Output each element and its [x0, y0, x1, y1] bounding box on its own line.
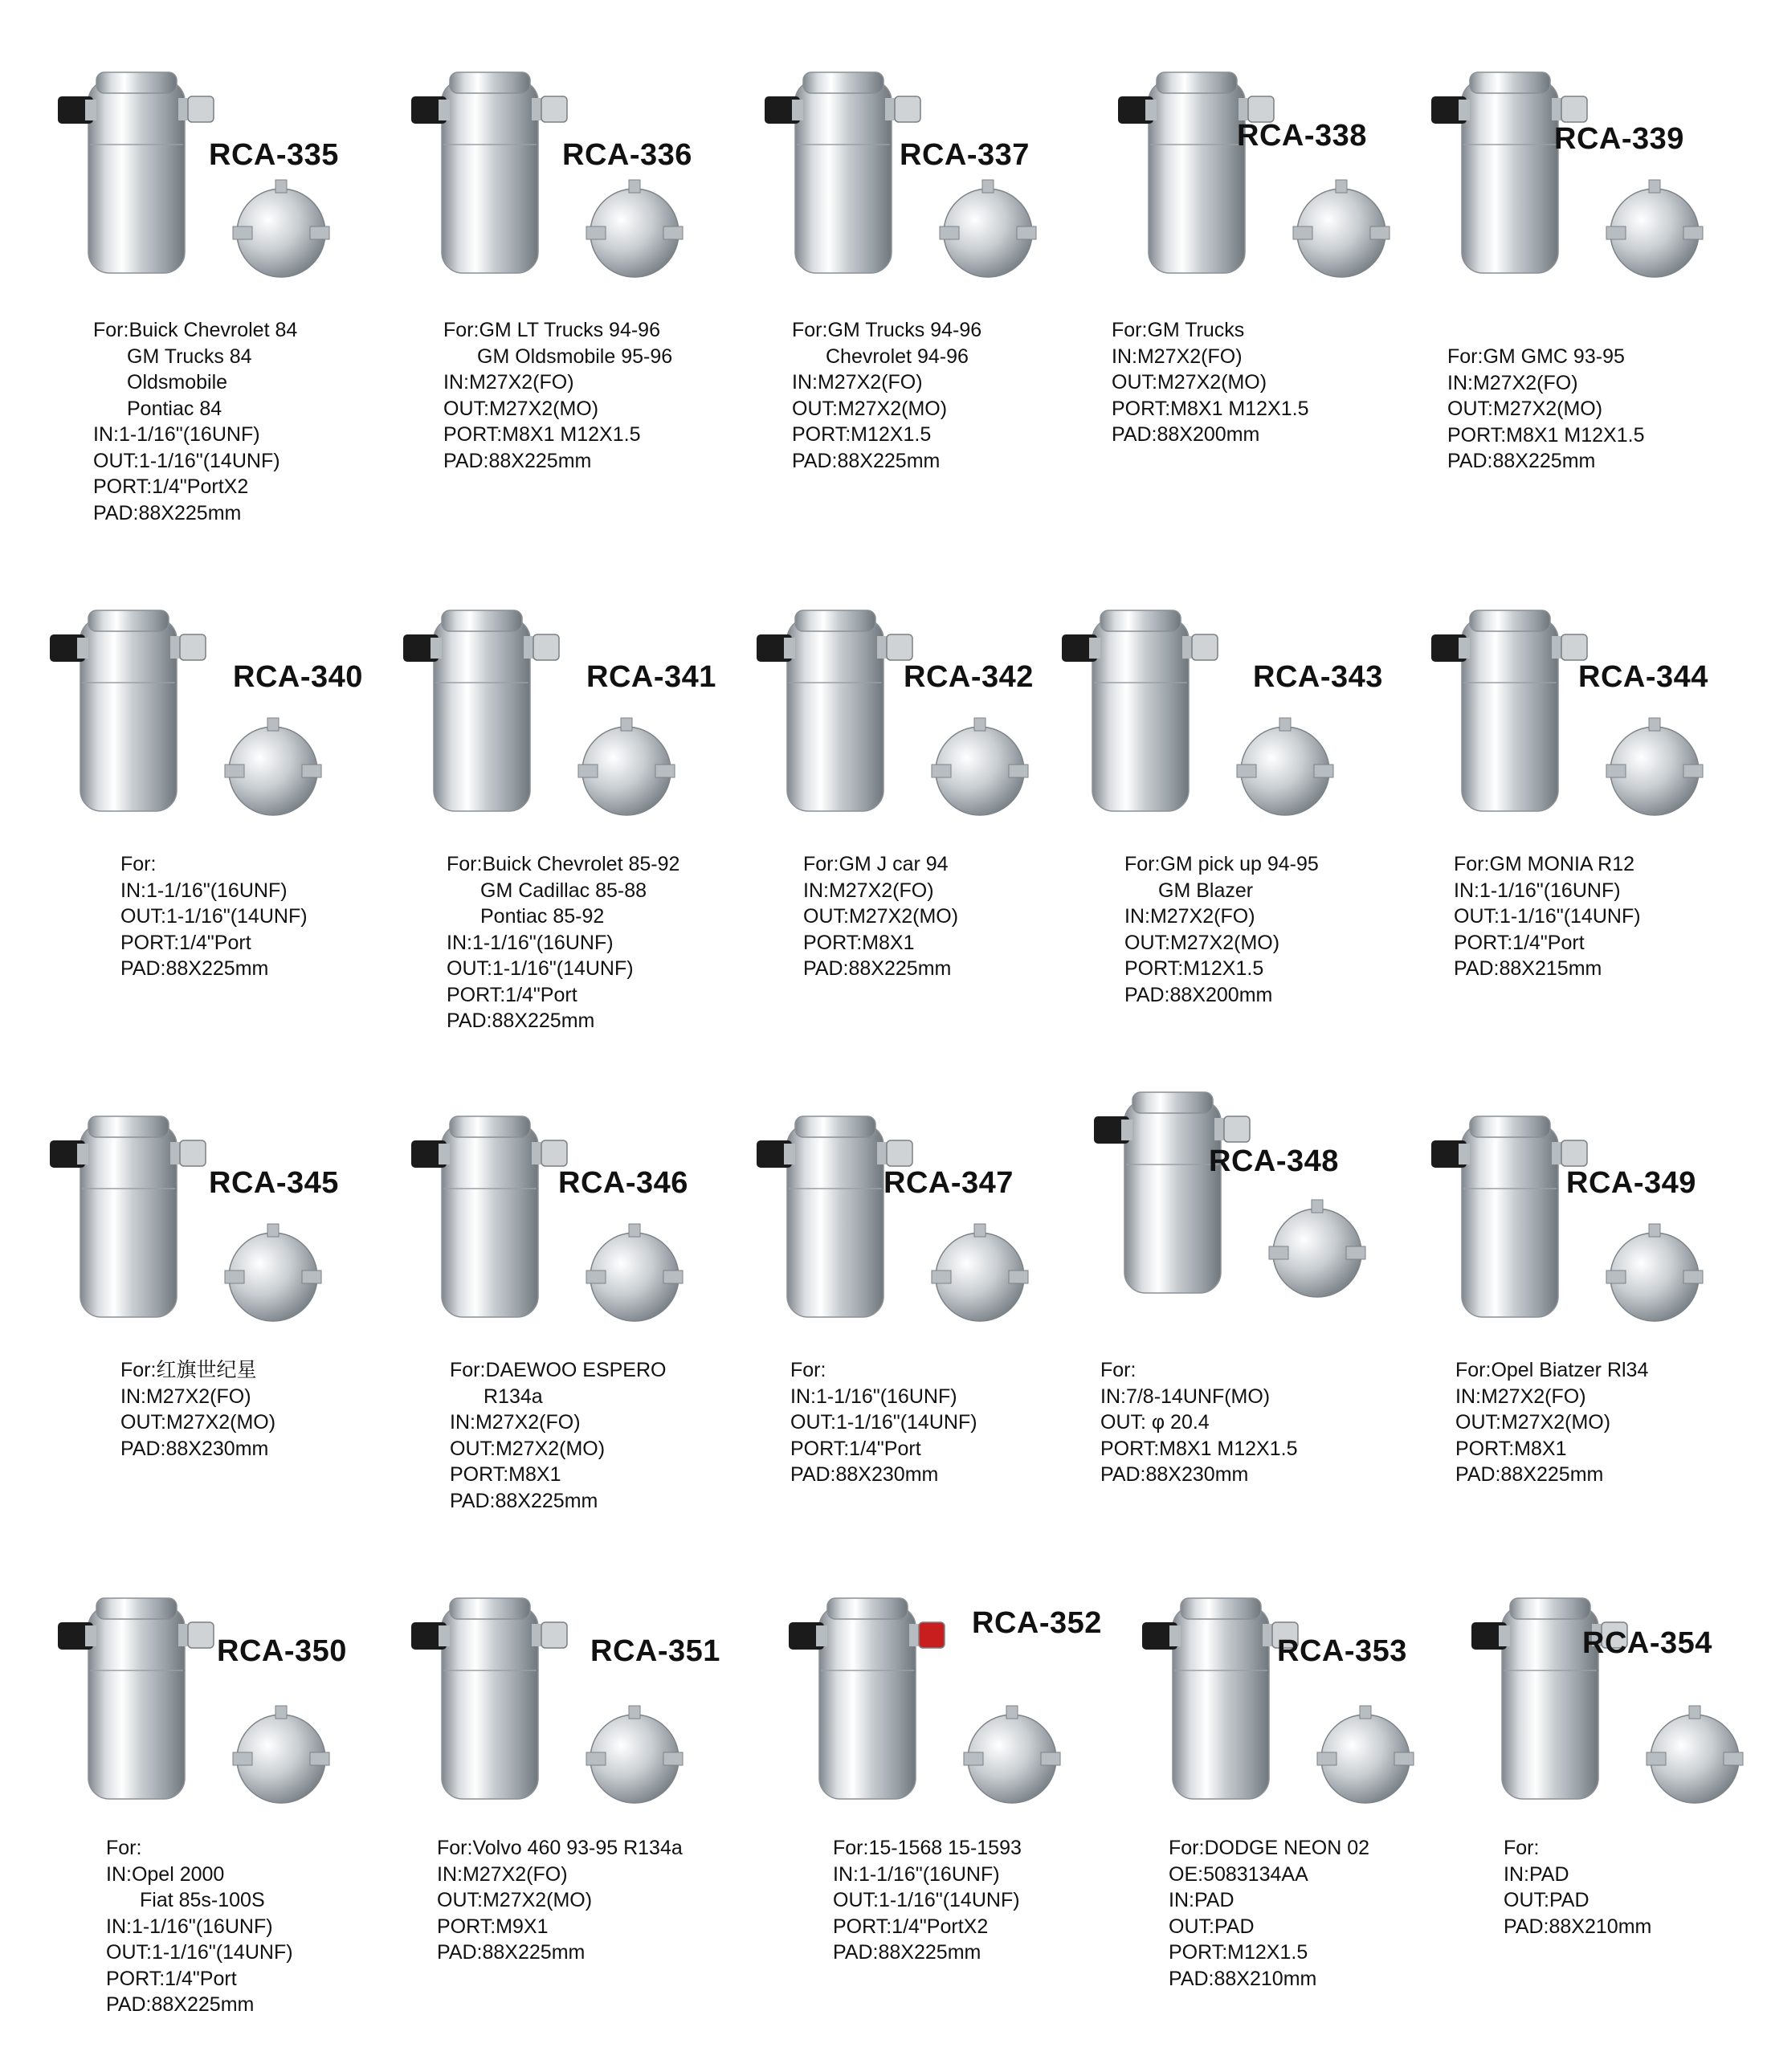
spec-line: For:15-1568 15-1593 — [833, 1837, 1022, 1859]
product-card — [1100, 48, 1454, 546]
outlet-fitting — [885, 96, 920, 122]
spec-line: IN:M27X2(FO) — [443, 371, 574, 394]
spec-line: PAD:88X210mm — [1504, 1915, 1652, 1938]
receiver-drier-image — [1100, 48, 1454, 313]
spec-line: R134a — [484, 1385, 543, 1408]
inlet-fitting — [1471, 1622, 1510, 1650]
outlet-fitting — [178, 96, 214, 122]
inlet-fitting — [789, 1622, 827, 1650]
receiver-drier-image — [386, 586, 739, 851]
spec-line: PORT:M8X1 — [1455, 1437, 1567, 1460]
spec-line: PORT:M8X1 — [803, 931, 915, 954]
spec-line: IN:1-1/16"(16UNF) — [790, 1385, 957, 1408]
product-code: RCA-347 — [884, 1166, 1014, 1200]
inlet-fitting — [50, 1140, 88, 1168]
spec-line: Pontiac 84 — [127, 397, 222, 420]
spec-line: GM Blazer — [1158, 879, 1254, 902]
spec-line: IN:M27X2(FO) — [792, 371, 923, 394]
spec-line: PAD:88X225mm — [792, 449, 941, 472]
outlet-fitting — [877, 1140, 912, 1166]
spec-line: IN:M27X2(FO) — [1447, 371, 1578, 394]
spec-line: PAD:88X225mm — [450, 1489, 598, 1512]
spec-list — [120, 851, 308, 982]
spec-line: Oldsmobile — [127, 371, 228, 394]
spec-line: IN:M27X2(FO) — [450, 1411, 581, 1434]
product-card — [386, 586, 739, 1084]
outlet-fitting — [1552, 634, 1587, 660]
spec-line: OUT:M27X2(MO) — [450, 1437, 606, 1460]
spec-line: OUT:1-1/16"(14UNF) — [106, 1941, 293, 1964]
product-code: RCA-343 — [1253, 660, 1383, 694]
spec-line: For:GM MONIA R12 — [1454, 853, 1635, 875]
product-card — [1414, 1092, 1767, 1590]
product-code: RCA-345 — [209, 1166, 339, 1200]
product-card — [32, 1092, 386, 1590]
spec-line: OUT:1-1/16"(14UNF) — [93, 449, 280, 472]
outlet-fitting — [877, 634, 912, 660]
inlet-fitting — [1062, 634, 1100, 662]
drier-cylinder — [442, 1116, 538, 1317]
receiver-drier-image — [32, 1092, 386, 1357]
spec-line: PAD:88X210mm — [1169, 1967, 1317, 1990]
outlet-fitting — [170, 634, 206, 660]
top-view-disc — [225, 1224, 321, 1321]
outlet-fitting — [1214, 1116, 1250, 1142]
inlet-fitting — [765, 96, 803, 124]
spec-line: OE:5083134AA — [1169, 1862, 1308, 1886]
drier-cylinder — [1149, 72, 1245, 273]
spec-line: PAD:88X225mm — [120, 957, 269, 980]
spec-line: PAD:88X225mm — [106, 1993, 255, 2016]
spec-line: OUT:M27X2(MO) — [1124, 931, 1280, 954]
spec-line: PORT:1/4"Port — [120, 931, 251, 954]
spec-line: OUT:M27X2(MO) — [437, 1889, 593, 1911]
receiver-drier-image — [1076, 1068, 1430, 1333]
spec-line: For:DODGE NEON 02 — [1169, 1837, 1370, 1859]
drier-cylinder — [819, 1598, 916, 1799]
spec-line: IN:1-1/16"(16UNF) — [106, 1915, 273, 1938]
top-view-disc — [1606, 718, 1703, 815]
spec-line: For: — [120, 853, 157, 875]
inlet-fitting — [58, 1622, 96, 1650]
product-card — [747, 48, 1100, 546]
spec-line: GM Oldsmobile 95-96 — [477, 345, 673, 368]
top-view-disc — [964, 1706, 1060, 1803]
spec-line: PORT:M8X1 M12X1.5 — [1447, 423, 1645, 447]
spec-line: PORT:1/4"Port — [106, 1967, 237, 1990]
top-view-disc — [578, 718, 675, 815]
product-card — [739, 1092, 1092, 1590]
spec-line: PAD:88X225mm — [443, 449, 592, 472]
spec-list — [450, 1357, 666, 1514]
spec-line: PORT:1/4"PortX2 — [833, 1915, 989, 1938]
inlet-fitting — [1431, 1140, 1470, 1168]
spec-line: OUT:M27X2(MO) — [1112, 371, 1267, 394]
spec-line: OUT:M27X2(MO) — [1455, 1411, 1611, 1434]
spec-line: PORT:M12X1.5 — [1124, 957, 1264, 980]
spec-line: IN:1-1/16"(16UNF) — [1454, 879, 1621, 902]
spec-list — [1169, 1835, 1369, 1992]
drier-cylinder — [1462, 72, 1558, 273]
inlet-fitting — [411, 96, 450, 124]
product-card — [1454, 1574, 1767, 2072]
spec-line: For:Buick Chevrolet 85-92 — [447, 853, 680, 875]
receiver-drier-image — [739, 1092, 1092, 1357]
product-code: RCA-339 — [1554, 122, 1684, 156]
spec-line: For:Volvo 460 93-95 R134a — [437, 1837, 683, 1859]
spec-line: Pontiac 85-92 — [480, 905, 605, 928]
spec-line: IN:M27X2(FO) — [1112, 345, 1243, 368]
spec-line: IN:Opel 2000 — [106, 1862, 225, 1886]
spec-line: IN:1-1/16"(16UNF) — [93, 423, 260, 446]
spec-list — [93, 317, 297, 526]
drier-cylinder — [1092, 610, 1189, 811]
spec-line: IN:M27X2(FO) — [120, 1385, 251, 1408]
receiver-drier-image — [1414, 1092, 1767, 1357]
spec-line: OUT:1-1/16"(14UNF) — [1454, 905, 1641, 928]
inlet-fitting — [1142, 1622, 1181, 1650]
drier-cylinder — [88, 72, 185, 273]
spec-line: PAD:88X200mm — [1112, 423, 1260, 446]
product-code: RCA-351 — [590, 1634, 720, 1668]
product-card — [40, 1574, 394, 2072]
spec-line: PORT:M8X1 M12X1.5 — [1100, 1437, 1298, 1460]
product-code: RCA-354 — [1582, 1626, 1712, 1660]
receiver-drier-image — [747, 48, 1100, 313]
spec-line: PORT:M12X1.5 — [792, 423, 932, 446]
drier-cylinder — [80, 1116, 177, 1317]
inlet-fitting — [58, 96, 96, 124]
inlet-fitting — [411, 1622, 450, 1650]
spec-line: IN:PAD — [1169, 1889, 1234, 1911]
product-code: RCA-350 — [217, 1634, 347, 1668]
spec-line: For:DAEWOO ESPERO — [450, 1359, 667, 1381]
top-view-disc — [1293, 180, 1390, 277]
spec-line: For:GM Trucks — [1112, 319, 1245, 341]
product-code: RCA-337 — [900, 138, 1030, 172]
inlet-fitting — [411, 1140, 450, 1168]
outlet-fitting — [178, 1622, 214, 1648]
drier-cylinder — [442, 72, 538, 273]
spec-line: PAD:88X225mm — [1455, 1463, 1604, 1486]
spec-line: PORT:M9X1 — [437, 1915, 549, 1938]
top-view-disc — [932, 1224, 1028, 1321]
top-view-disc — [586, 180, 683, 277]
spec-line: OUT:1-1/16"(14UNF) — [447, 957, 634, 980]
drier-cylinder — [1124, 1092, 1221, 1293]
spec-line: For: — [790, 1359, 826, 1381]
receiver-drier-image — [32, 586, 386, 851]
outlet-fitting — [532, 1622, 567, 1648]
product-card — [394, 1092, 747, 1590]
receiver-drier-image — [739, 586, 1092, 851]
outlet-fitting — [1552, 96, 1587, 122]
product-code: RCA-349 — [1566, 1166, 1696, 1200]
outlet-fitting — [170, 1140, 206, 1166]
top-view-disc — [233, 180, 329, 277]
spec-line: For:Opel Biatzer Rl34 — [1455, 1359, 1649, 1381]
receiver-drier-image — [394, 1574, 747, 1839]
outlet-fitting — [524, 634, 559, 660]
product-code: RCA-344 — [1578, 660, 1708, 694]
spec-list — [803, 851, 958, 982]
spec-line: PORT:1/4"PortX2 — [93, 475, 249, 498]
product-card — [1124, 1574, 1478, 2072]
spec-line: PAD:88X225mm — [833, 1941, 981, 1964]
spec-line: For: — [106, 1837, 142, 1859]
spec-line: IN:7/8-14UNF(MO) — [1100, 1385, 1271, 1408]
spec-line: IN:M27X2(FO) — [437, 1862, 568, 1886]
drier-cylinder — [787, 1116, 884, 1317]
top-view-disc — [586, 1224, 683, 1321]
spec-line: IN:1-1/16"(16UNF) — [833, 1862, 1000, 1886]
spec-line: For:GM J car 94 — [803, 853, 949, 875]
spec-line: For:GM Trucks 94-96 — [792, 319, 982, 341]
spec-list — [790, 1357, 977, 1488]
spec-list — [1112, 317, 1308, 448]
drier-cylinder — [1173, 1598, 1269, 1799]
spec-list — [1124, 851, 1319, 1008]
outlet-fitting — [532, 96, 567, 122]
inlet-fitting — [1094, 1116, 1132, 1144]
outlet-fitting — [1552, 1140, 1587, 1166]
spec-line: PORT:1/4"Port — [1454, 931, 1585, 954]
top-view-disc — [1647, 1706, 1743, 1803]
receiver-drier-image — [1044, 586, 1398, 851]
inlet-fitting — [1431, 634, 1470, 662]
receiver-drier-image — [1454, 1574, 1767, 1839]
spec-line: PAD:88X225mm — [93, 501, 242, 524]
product-code: RCA-352 — [972, 1606, 1102, 1640]
drier-cylinder — [88, 1598, 185, 1799]
spec-line: For:GM GMC 93-95 — [1447, 345, 1625, 368]
spec-line: IN:M27X2(FO) — [1455, 1385, 1586, 1408]
top-view-disc — [1237, 718, 1333, 815]
product-code: RCA-346 — [558, 1166, 688, 1200]
top-view-disc — [1317, 1706, 1414, 1803]
spec-line: PAD:88X225mm — [803, 957, 952, 980]
receiver-drier-image — [1124, 1574, 1478, 1839]
spec-list — [443, 317, 672, 474]
product-code: RCA-338 — [1237, 119, 1367, 153]
spec-line: PAD:88X225mm — [447, 1009, 595, 1032]
spec-list — [1454, 851, 1641, 982]
drier-cylinder — [1462, 610, 1558, 811]
spec-line: OUT:M27X2(MO) — [803, 905, 959, 928]
spec-list — [437, 1835, 683, 1966]
spec-line: OUT:M27X2(MO) — [120, 1411, 276, 1434]
product-card — [394, 48, 747, 546]
product-code: RCA-342 — [904, 660, 1034, 694]
top-view-disc — [932, 718, 1028, 815]
spec-list — [120, 1357, 275, 1462]
drier-cylinder — [795, 72, 892, 273]
spec-line: PAD:88X200mm — [1124, 983, 1273, 1006]
inlet-fitting — [1118, 96, 1157, 124]
spec-line: PORT:M12X1.5 — [1169, 1941, 1308, 1964]
spec-line: IN:PAD — [1504, 1862, 1569, 1886]
outlet-fitting — [1182, 634, 1218, 660]
receiver-drier-image — [394, 48, 747, 313]
spec-line: OUT:PAD — [1504, 1889, 1589, 1911]
spec-line: PAD:88X230mm — [1100, 1463, 1249, 1486]
spec-line: PORT:M8X1 M12X1.5 — [443, 423, 641, 446]
receiver-drier-image — [394, 1092, 747, 1357]
spec-list — [833, 1835, 1022, 1966]
receiver-drier-image — [40, 1574, 394, 1839]
top-view-disc — [1606, 1224, 1703, 1321]
spec-line: Chevrolet 94-96 — [826, 345, 969, 368]
inlet-fitting — [403, 634, 442, 662]
spec-line: IN:M27X2(FO) — [803, 879, 934, 902]
spec-line: GM Cadillac 85-88 — [480, 879, 647, 902]
spec-list — [792, 317, 981, 474]
spec-list — [1447, 344, 1644, 475]
spec-line: For:GM pick up 94-95 — [1124, 853, 1319, 875]
product-card — [739, 586, 1092, 1084]
spec-line: OUT:1-1/16"(14UNF) — [120, 905, 308, 928]
product-code: RCA-340 — [233, 660, 363, 694]
outlet-fitting — [909, 1622, 945, 1648]
drier-cylinder — [80, 610, 177, 811]
inlet-fitting — [50, 634, 88, 662]
product-code: RCA-353 — [1277, 1634, 1407, 1668]
top-view-disc — [1606, 180, 1703, 277]
product-card — [1044, 586, 1398, 1084]
spec-line: IN:M27X2(FO) — [1124, 905, 1255, 928]
spec-list — [1455, 1357, 1648, 1488]
spec-list — [1504, 1835, 1651, 1939]
top-view-disc — [940, 180, 1036, 277]
spec-line: GM Trucks 84 — [127, 345, 252, 368]
product-card — [1414, 586, 1767, 1084]
inlet-fitting — [757, 634, 795, 662]
inlet-fitting — [757, 1140, 795, 1168]
drier-cylinder — [787, 610, 884, 811]
spec-line: For: — [1504, 1837, 1540, 1859]
spec-line: PAD:88X225mm — [1447, 450, 1596, 472]
spec-line: OUT:PAD — [1169, 1915, 1255, 1938]
spec-line: PORT:1/4"Port — [790, 1437, 921, 1460]
inlet-fitting — [1431, 96, 1470, 124]
drier-cylinder — [442, 1598, 538, 1799]
spec-line: OUT:M27X2(MO) — [1447, 398, 1603, 420]
product-card — [40, 48, 394, 546]
top-view-disc — [233, 1706, 329, 1803]
spec-list — [1100, 1357, 1297, 1488]
spec-line: PAD:88X225mm — [437, 1941, 586, 1964]
spec-line: Fiat 85s-100S — [140, 1889, 265, 1911]
top-view-disc — [225, 718, 321, 815]
spec-line: For: — [1100, 1359, 1137, 1381]
receiver-drier-image — [40, 48, 394, 313]
drier-cylinder — [434, 610, 530, 811]
product-card — [394, 1574, 747, 2072]
product-card — [771, 1574, 1124, 2072]
spec-line: For:红旗世纪星 — [120, 1359, 257, 1381]
spec-line: PORT:1/4"Port — [447, 983, 577, 1006]
product-code: RCA-335 — [209, 138, 339, 172]
product-code: RCA-336 — [562, 138, 692, 172]
outlet-fitting — [532, 1140, 567, 1166]
drier-cylinder — [1462, 1116, 1558, 1317]
spec-line: For:GM LT Trucks 94-96 — [443, 319, 660, 341]
spec-line: PAD:88X230mm — [120, 1437, 269, 1460]
spec-line: PORT:M8X1 — [450, 1463, 561, 1486]
receiver-drier-image — [1414, 586, 1767, 851]
spec-line: OUT:M27X2(MO) — [443, 397, 599, 420]
spec-list — [447, 851, 679, 1034]
top-view-disc — [1269, 1200, 1365, 1297]
spec-line: OUT:1-1/16"(14UNF) — [833, 1889, 1020, 1911]
spec-line: PAD:88X230mm — [790, 1463, 939, 1486]
spec-line: PORT:M8X1 M12X1.5 — [1112, 397, 1309, 420]
spec-line: IN:1-1/16"(16UNF) — [120, 879, 288, 902]
product-card — [1076, 1068, 1430, 1566]
product-card — [32, 586, 386, 1084]
spec-line: OUT:M27X2(MO) — [792, 397, 948, 420]
product-code: RCA-341 — [586, 660, 716, 694]
top-view-disc — [586, 1706, 683, 1803]
spec-line: OUT: φ 20.4 — [1100, 1411, 1210, 1434]
spec-list — [106, 1835, 293, 2018]
spec-line: OUT:1-1/16"(14UNF) — [790, 1411, 977, 1434]
product-card — [1414, 48, 1767, 546]
spec-line: IN:1-1/16"(16UNF) — [447, 931, 614, 954]
receiver-drier-image — [1414, 48, 1767, 313]
spec-line: PAD:88X215mm — [1454, 957, 1602, 980]
product-code: RCA-348 — [1209, 1144, 1339, 1178]
spec-line: For:Buick Chevrolet 84 — [93, 319, 298, 341]
